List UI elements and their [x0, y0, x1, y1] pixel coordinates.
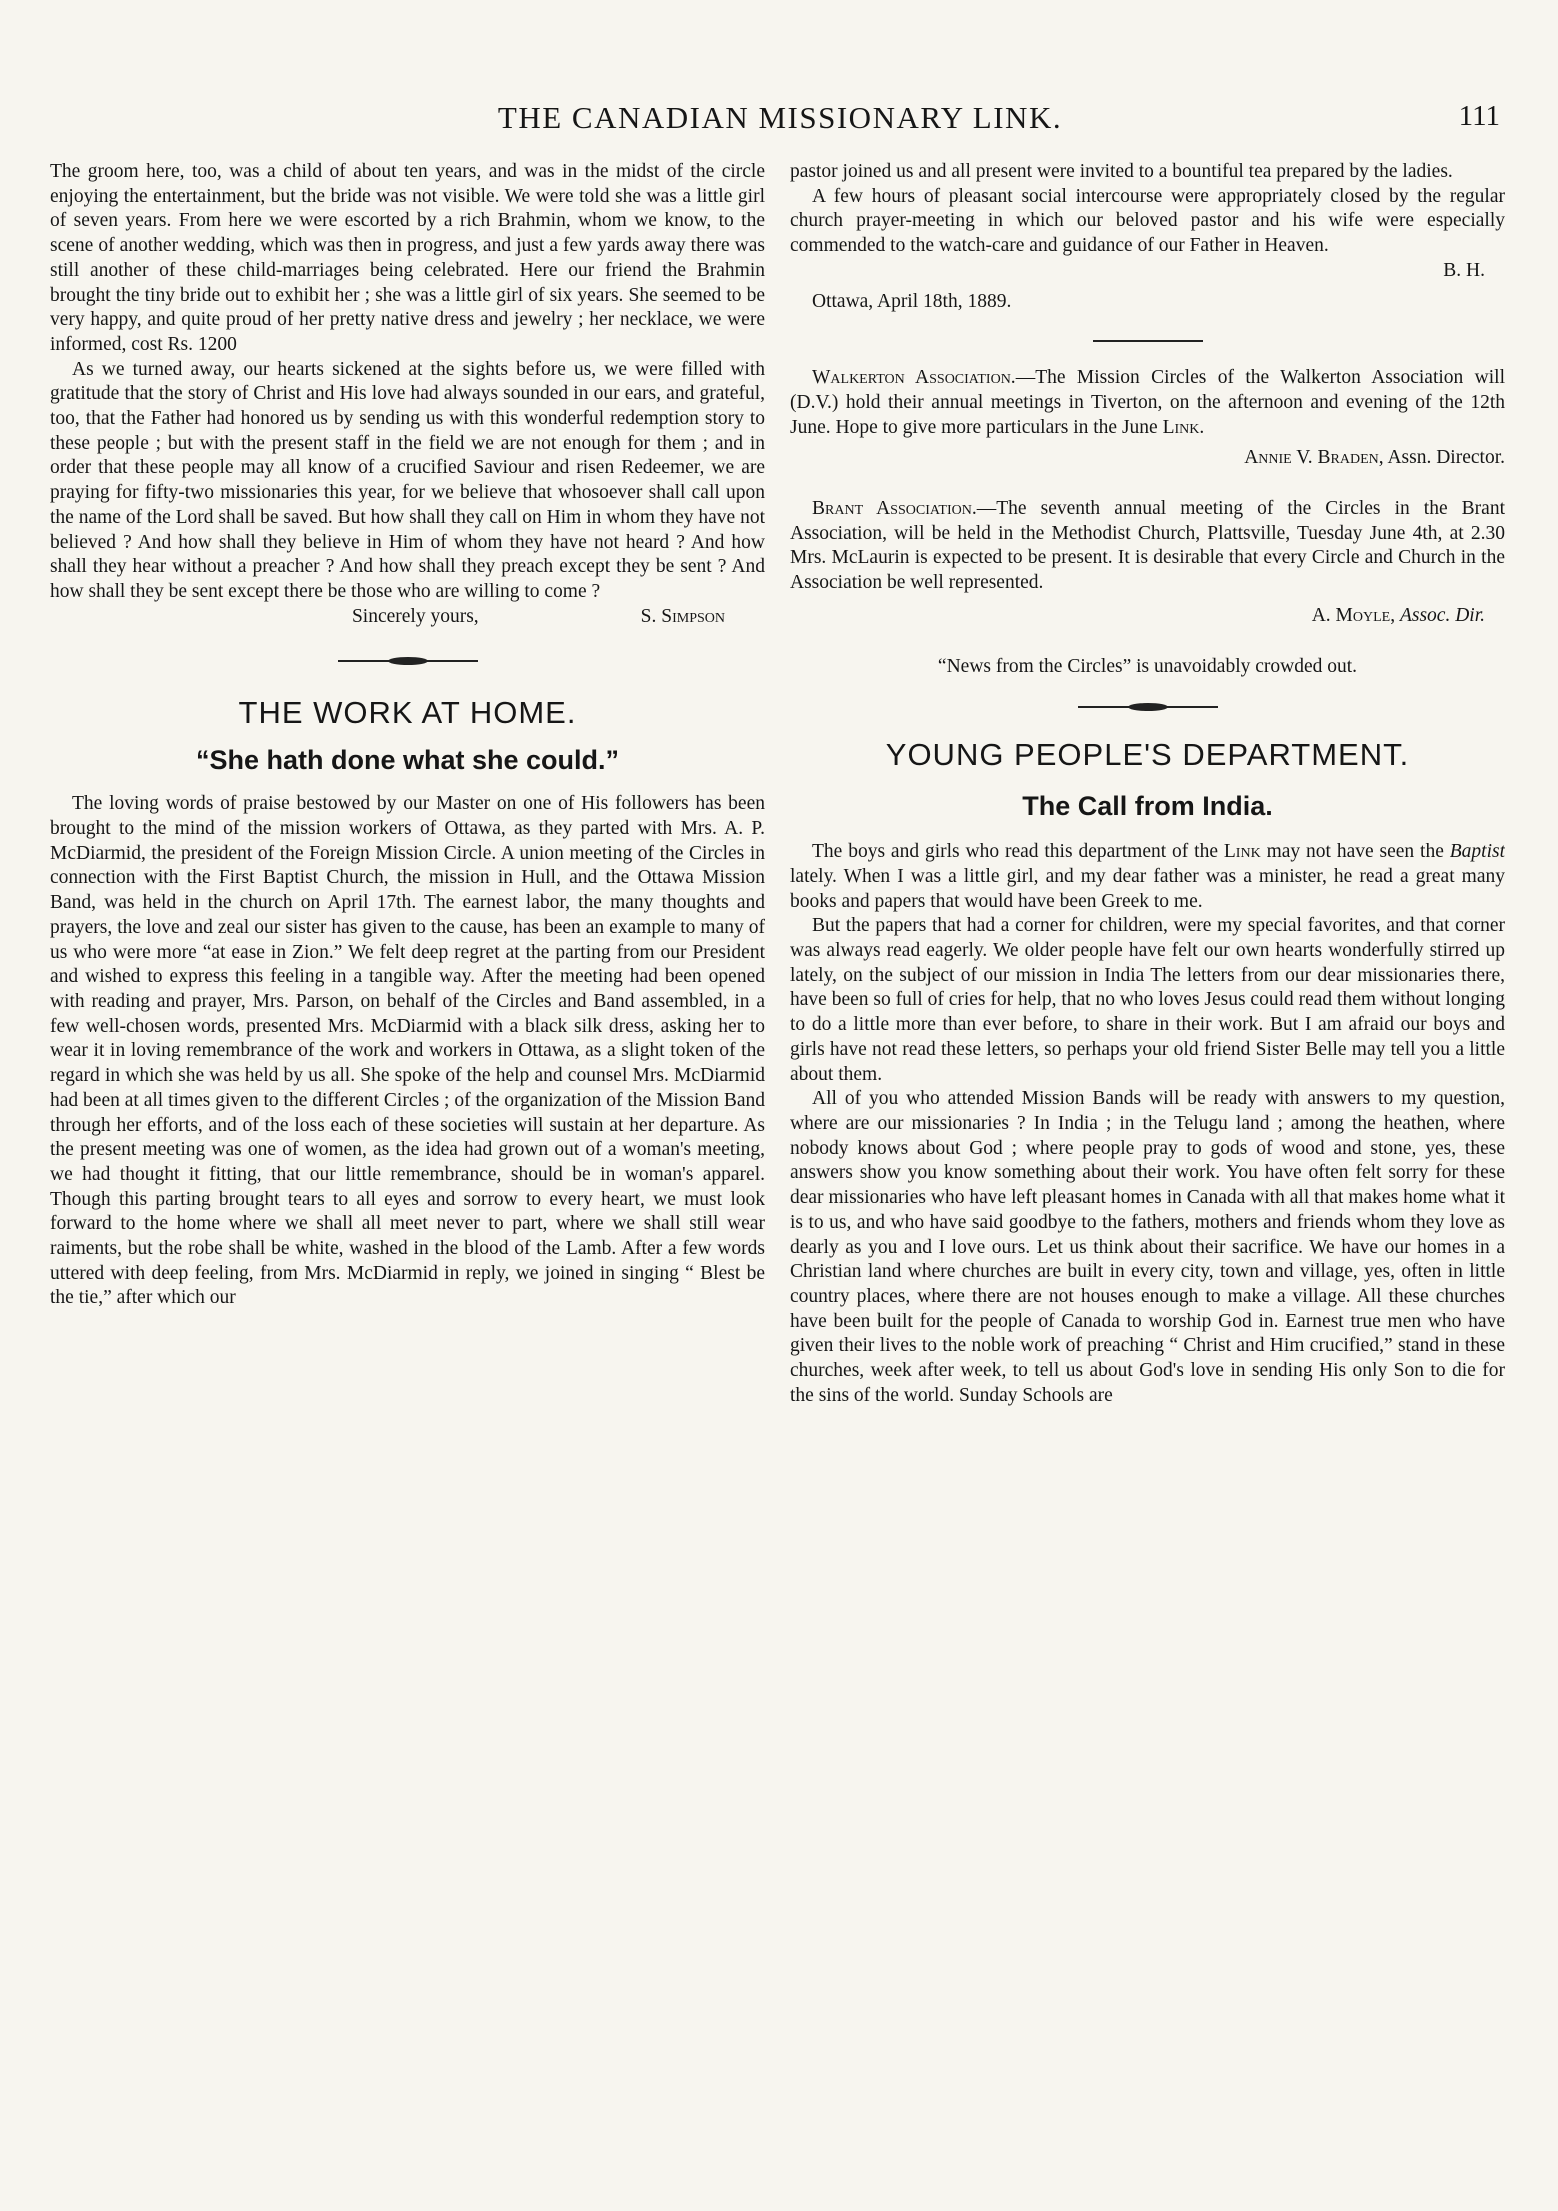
walkerton-notice	[790, 366, 1505, 440]
section-title-work-at-home: THE WORK AT HOME.	[238, 695, 577, 731]
letter-closing: Sincerely yours,	[351, 605, 479, 627]
running-head	[0, 100, 1558, 140]
brant-body: —The seventh annual meeting of the Circles in the Brant Association, will be held in the Methodist Church, Plattsville, Tuesday June 4th, at 2.30 Mrs. McLaurin is expected to be present. It is desirable that every Circle and Church in the Association be well represented.	[790, 498, 1505, 594]
letter-paragraph: The groom here, too, was a child of about ten years, and was in the midst of the circle enjoying the entertainment, but the bride was not visible. We were told she was a little girl of seven years. From here we were escorted by a rich Brahmin, whom we know, to the scene of another wedding, which was then in progress, and just a few yards away there was still another of these child-marriages being celebrated. Here our friend the Brahmin brought the tiny bride out to exhibit her ; she was a little girl of six years. She seemed to be very happy, and quite proud of her pretty native dress and jewelry ; her necklace, we were informed, cost Rs. 1200	[50, 161, 765, 355]
walkerton-role: Assn. Director.	[1387, 447, 1505, 469]
brant-heading: Brant Association.	[812, 498, 977, 520]
letter-paragraph: As we turned away, our hearts sickened at the sights before us, we were filled with gratitude that the story of Christ and His love had always sounded in our ears, and grateful, too, that the Father had honored us by sending us with this wonderful redemption story to these people ; but with the present staff in the field we are not enough for them ; and in order that these people may all know of a crucified Saviour and risen Redeemer, we are praying for fifty-two missionaries this year, for we believe that whosoever shall call upon the name of the Lord shall be saved. But how shall they call on Him in whom they have not believed ? And how shall they believe in Him of whom they have not heard ? And how shall they hear without a preacher ? And how shall they preach except they be sent ? And how shall they be sent except there be those who are willing to come ?	[50, 358, 765, 602]
walkerton-body: —The Mission Circles of the Walkerton Association will (D.V.) hold their annual meetings in Tiverton, on the afternoon and evening of the 12th June. Hope to give more particulars in the June	[790, 367, 1505, 438]
section-subtitle-work-at-home: “She hath done what she could.”	[195, 745, 620, 776]
young-text: lately. When I was a little girl, and my dear father was a minister, he read a great many books and papers that would have been Greek to me.	[790, 865, 1505, 912]
work-dateline: Ottawa, April 18th, 1889.	[812, 290, 1012, 312]
walkerton-link: Link.	[1162, 416, 1205, 438]
letter-signature: S. Simpson	[640, 605, 725, 627]
young-text: may not have seen the	[1266, 841, 1444, 863]
work-initials: B. H.	[1443, 259, 1485, 281]
link-title: Link	[1223, 841, 1261, 863]
young-paragraph: But the papers that had a corner for children, were my special favorites, and that corner was always read eagerly. We older people have felt our own hearts wonderfully stirred up lately, on the subject of our mission in India The letters from our dear missionaries there, have been so full of cries for help, that no who loves Jesus could read them without longing to do a little more than ever before, to share in their work. But I am afraid our boys and girls have not read these letters, so perhaps your old friend Sister Belle may tell you a little about them.	[790, 915, 1505, 1085]
young-paragraph: All of you who attended Mission Bands will be ready with answers to my question, where are our missionaries ? In India ; in the Telugu land ; among the heathen, where nobody knows about God ; where people pray to gods of wood and stone, yes, these answers show you know something about their work. You have often felt sorry for these dear missionaries who have left pleasant homes in Canada with all that makes home what it is to us, and who have said goodbye to the fathers, mothers and friends whom they love as dearly as you and I love ours. Let us think about their sacrifice. We have our homes in a Christian land where churches are built in every city, town and village, yes, often in little country places, where there are not houses enough to make a village. All these churches have been built for the people of Canada to worship God in. Earnest true men who have given their lives to the noble work of preaching “ Christ and Him crucified,” stand in these churches, week after week, to tell us about God's love in sending His only Son to die for the sins of the world. Sunday Schools are	[790, 1088, 1505, 1406]
brant-signoff	[790, 604, 1505, 629]
left-column	[50, 160, 765, 2171]
work-at-home-paragraph: The loving words of praise bestowed by our Master on one of His followers has been brought to the mind of the mission workers of Ottawa, as they parted with Mrs. A. P. McDiarmid, the president of the Foreign Mission Circle. A union meeting of the Circles in connection with the First Baptist Church, the mission in Hull, and the Ottawa Mission Band, was held in the church on April 17th. The earnest labor, the many thoughts and prayers, the love and zeal our sister has given to the cause, has been an example to many of us who were more “at ease in Zion.” We felt deep regret at the parting from our President and wished to express this feeling in a tangible way. After the meeting had been opened with reading and prayer, Mrs. Parson, on behalf of the Circles and Band assembled, in a few well-chosen words, presented Mrs. McDiarmid with a black silk dress, asking her to wear it in loving remembrance of the work and workers in Ottawa, as a slight token of the regard in which she was held by us all. She spoke of the help and counsel Mrs. McDiarmid had been at all times given to the different Circles ; of the organization of the Mission Band through her efforts, and of the loss each of these societies will sustain at her departure. As the present meeting was one of women, as the idea had grown out of a woman's meeting, we had thought it fitting, that our little remembrance, should be in woman's apparel. Though this parting brought tears to all eyes and sorrow to every heart, we must look forward to the home where we shall all meet never to part, where we shall still wear raiments, but the robe shall be white, washed in the blood of the Lamb. After a few words uttered with deep feeling, from Mrs. McDiarmid in reply, we joined in singing “ Blest be the tie,” after which our	[50, 793, 765, 1309]
baptist-title: Baptist	[1449, 841, 1505, 863]
right-column	[790, 160, 1505, 2171]
section-divider-ornament	[1078, 703, 1218, 711]
section-divider-ornament	[338, 657, 478, 665]
walkerton-heading: Walkerton Association.	[812, 367, 1016, 389]
walkerton-signoff	[790, 446, 1505, 471]
letter-signoff	[50, 605, 765, 630]
work-at-home-continued: A few hours of pleasant social intercourse were appropriately closed by the regular church prayer-meeting in which our beloved pastor and his wife were especially commended to the watch-care and guidance of our Father in Heaven.	[790, 185, 1505, 257]
page-number: 111	[1458, 100, 1500, 132]
section-title-young-peoples: YOUNG PEOPLE'S DEPARTMENT.	[885, 737, 1410, 773]
brant-signature: A. Moyle,	[1311, 604, 1396, 626]
walkerton-signature: Annie V. Braden,	[1244, 447, 1384, 469]
section-subtitle-call-from-india: The Call from India.	[1022, 791, 1273, 822]
brant-notice	[790, 497, 1505, 596]
young-paragraph	[790, 840, 1505, 914]
crowded-out-note: “News from the Circles” is unavoidably crowded out.	[937, 655, 1358, 677]
masthead-title: THE CANADIAN MISSIONARY LINK.	[497, 100, 1063, 135]
brant-role: Assoc. Dir.	[1399, 604, 1485, 626]
young-text: The boys and girls who read this department of the	[812, 841, 1218, 863]
work-at-home-continued: pastor joined us and all present were invited to a bountiful tea prepared by the ladies.	[790, 161, 1453, 182]
